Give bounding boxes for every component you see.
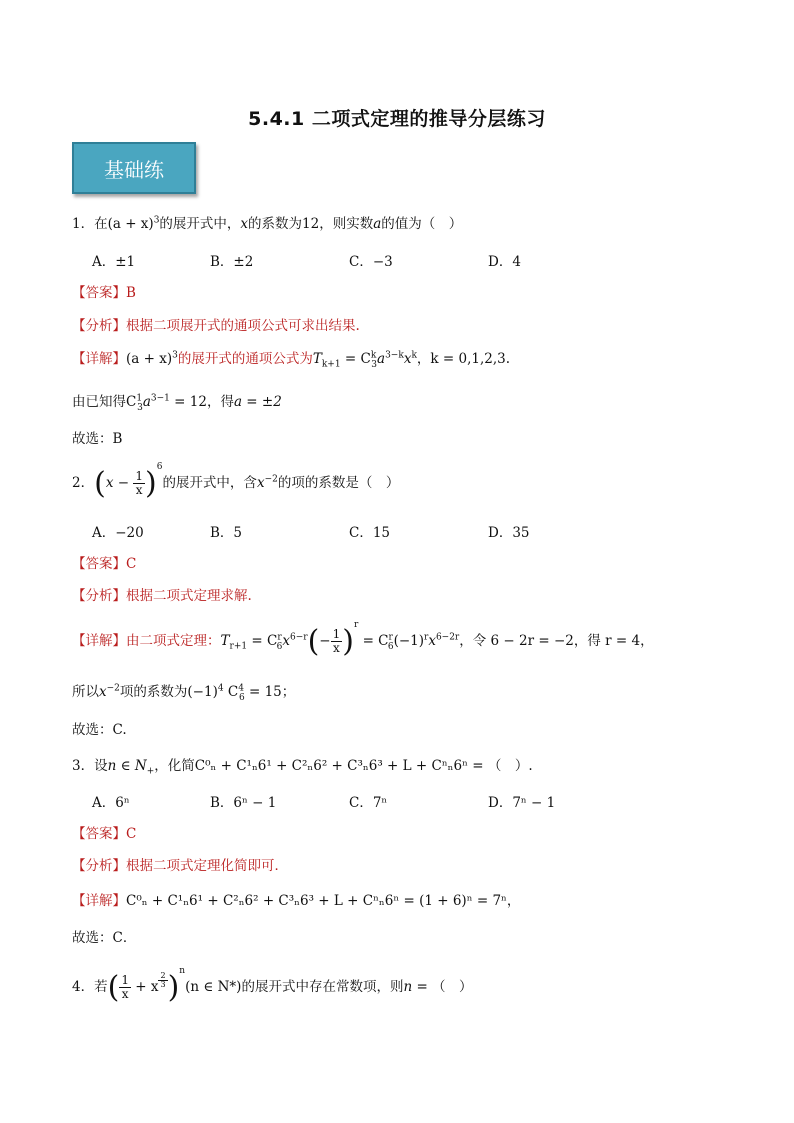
- q1-choose: 故选：B: [72, 431, 123, 447]
- page-title: 5.4.1 二项式定理的推导分层练习: [248, 108, 546, 130]
- question-3: 3．设n ∈ $N_+$，化简C⁰ₙ + C¹ₙ6¹ + C²ₙ6² + C³ₙ6³ + L + Cⁿₙ6ⁿ = （ ）.: [72, 758, 533, 777]
- q1-detail: 【详解】$(a + x)^3$的展开式的通项公式为$T_{k+1} = C^k_3a^{3-k}x^k$，k = 0,1,2,3.: [72, 350, 511, 370]
- question-4: 4．若( $\frac{1}{x}$ + x $^{\frac{2}{3}}$ )$^n$(n ∈ N*)的展开式中存在常数项，则n = （ ）: [72, 966, 473, 1005]
- q3-analysis: 【分析】根据二项式定理化简即可．: [72, 858, 288, 874]
- q1-option-a: A．±1: [92, 254, 136, 270]
- q1-option-d: D．4: [488, 254, 521, 270]
- q1-option-c: C．−3: [349, 254, 393, 270]
- q2-option-d: D．35: [488, 525, 530, 541]
- q3-option-b: B．6ⁿ − 1: [210, 795, 277, 811]
- q2-option-b: B．5: [210, 525, 243, 541]
- q3-choose: 故选：C．: [72, 930, 137, 946]
- q3-option-c: C．7ⁿ: [349, 795, 388, 811]
- section-badge: 基础练: [72, 142, 196, 194]
- q2-analysis: 【分析】根据二项式定理求解.: [72, 588, 252, 604]
- q1-option-b: B．±2: [210, 254, 254, 270]
- q2-option-c: C．15: [349, 525, 391, 541]
- q1-analysis: 【分析】根据二项展开式的通项公式可求出结果.: [72, 318, 360, 334]
- q2-option-a: A．−20: [92, 525, 144, 541]
- q2-answer: 【答案】C: [72, 556, 137, 572]
- q1-answer: 【答案】B: [72, 285, 136, 301]
- q3-detail: 【详解】C⁰ₙ + C¹ₙ6¹ + C²ₙ6² + C³ₙ6³ + L + Cⁿₙ6ⁿ = (1 + 6)ⁿ = 7ⁿ，: [72, 893, 521, 909]
- q2-detail: 【详解】由二项式定理：$T_{r+1} = C^r_6x^{6-r}(-$ $\frac{1}{x}$ )$^r = C^r_6(-1)^rx^{6-2r}$，令 6 − 2r = −2，得 r = 4，: [72, 620, 654, 659]
- q3-answer: 【答案】C: [72, 826, 137, 842]
- question-1: 1．在$(a + x)^3$的展开式中，x的系数为12，则实数a的值为（ ）: [72, 215, 463, 232]
- q3-option-a: A．6ⁿ: [92, 795, 130, 811]
- q2-line2: 所以$x^{-2}$项的系数为$(-1)^4$ $C^4_6 = 15$；: [72, 683, 296, 703]
- q1-known: 由已知得$C^1_3a^{3-1} = 12$，得a = ±2: [72, 393, 282, 413]
- question-2: 2．(x − $\frac{1}{x}$ )$^6$的展开式中，含$x^{-2}$的项的系数是（ ）: [72, 462, 400, 501]
- q2-choose: 故选：C.: [72, 722, 127, 738]
- q3-option-d: D．7ⁿ − 1: [488, 795, 556, 811]
